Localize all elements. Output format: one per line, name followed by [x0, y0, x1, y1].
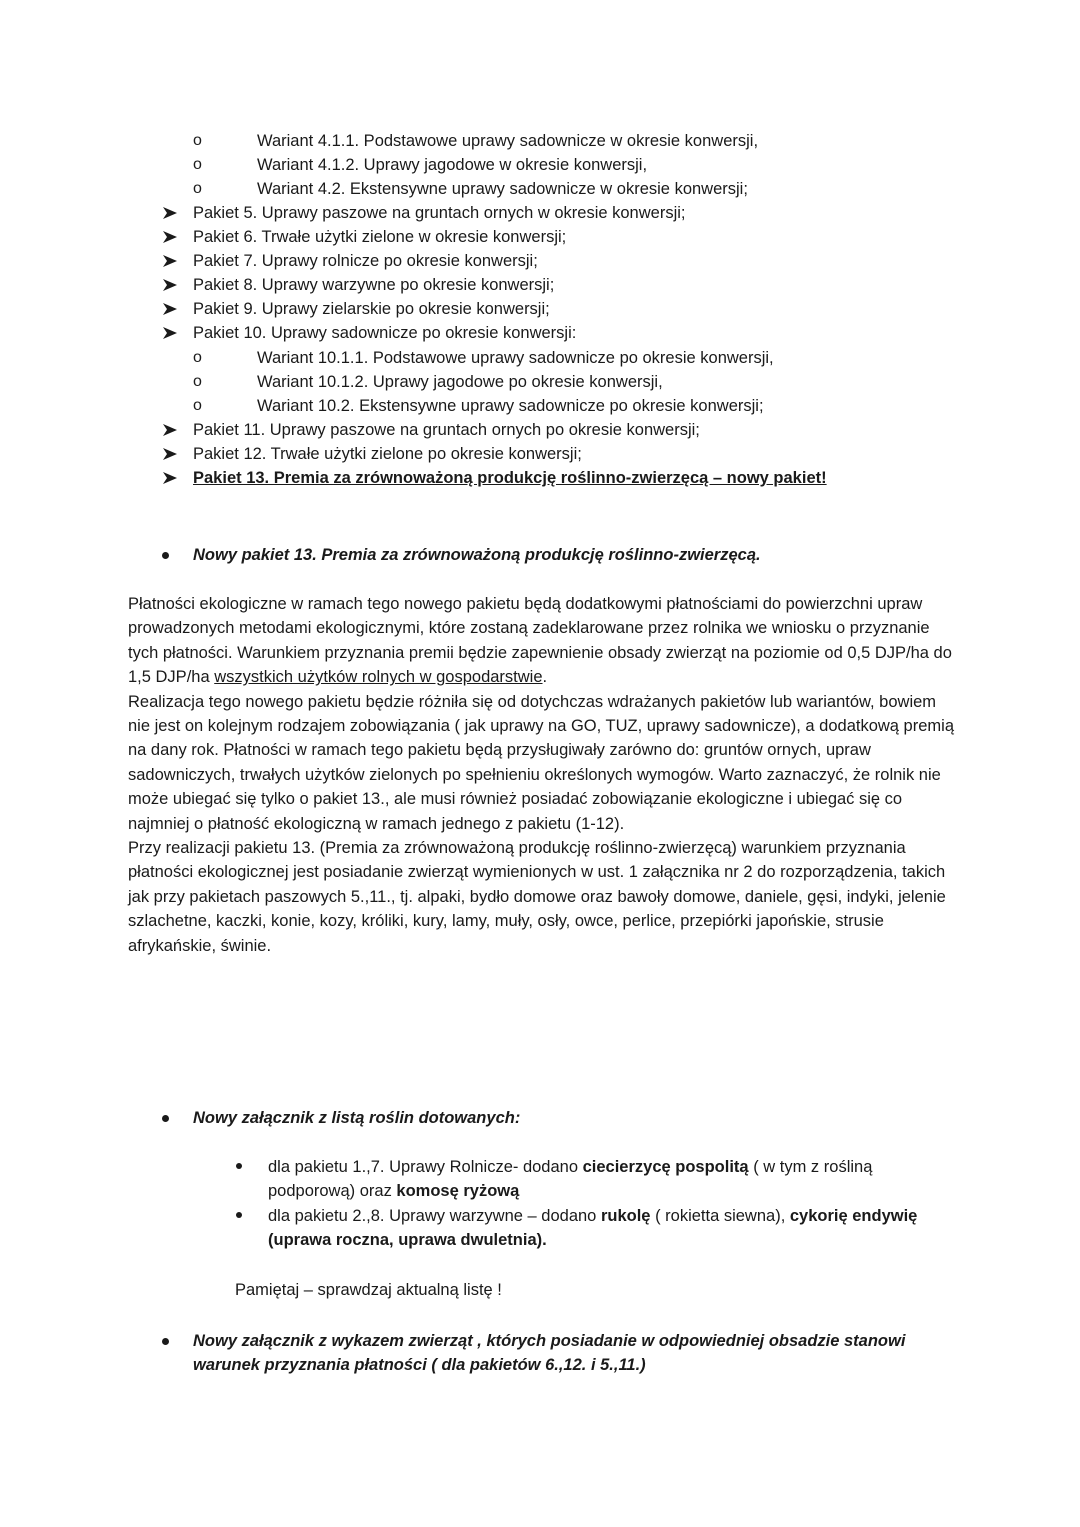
package-item: Pakiet 9. Uprawy zielarskie po okresie konwersji;	[193, 300, 550, 318]
arrow-bullet-icon	[162, 471, 178, 485]
plant-list-item: dla pakietu 2.,8. Uprawy warzywne – dodano rukolę ( rokietta siewna), cykorię endywię (uprawa roczna, uprawa dwuletnia).	[268, 1207, 918, 1250]
paragraph-premium-conditions: Płatności ekologiczne w ramach tego nowego pakietu będą dodatkowymi płatnościami do powierzchni upraw prowadzonych metodami ekologicznymi, które zostaną zadeklarowane przez rolnika we wniosku o przyznanie tych płatności. Warunkiem przyznania premii będzie zapewnienie obsady zwierząt na poziomie od 0,5 DJP/ha do 1,5 DJP/ha wszystkich użytków rolnych w gospodarstwie.	[128, 595, 952, 687]
variant-item: Wariant 10.1.2. Uprawy jagodowe po okresie konwersji,	[257, 373, 663, 391]
bullet-dot-icon	[236, 1163, 242, 1169]
arrow-bullet-icon	[162, 230, 178, 244]
bullet-dot-icon	[162, 1338, 169, 1345]
variant-item: Wariant 4.2. Ekstensywne uprawy sadownicze w okresie konwersji;	[257, 180, 748, 198]
arrow-bullet-icon	[162, 423, 178, 437]
plant-list-item: dla pakietu 1.,7. Uprawy Rolnicze- dodano ciecierzycę pospolitą ( w tym z rośliną podporową) oraz komosę ryżową	[268, 1158, 873, 1201]
paragraph-realization: Realizacja tego nowego pakietu będzie różniła się od dotychczas wdrażanych pakietów lub wariantów, bowiem nie jest on kolejnym rodzajem zobowiązania ( jak uprawy na GO, TUZ, uprawy sadownicze), a dodatkową premią na dany rok. Płatności w ramach tego pakietu będą przysługiwały zarówno do: gruntów ornych, upraw sadowniczych, trwałych użytków zielonych po spełnieniu określonych wymogów. Warto zaznaczyć, że rolnik nie może ubiegać się tylko o pakiet 13., ale musi również posiadać zobowiązanie ekologiczne i ubiegać się co najmniej o płatność ekologiczną w ramach jednego z pakietu (1-12).	[128, 692, 954, 833]
bullet-dot-icon	[162, 552, 169, 559]
bullet-dot-icon	[236, 1212, 242, 1218]
package-item: Pakiet 8. Uprawy warzywne po okresie konwersji;	[193, 276, 555, 294]
variant-marker: o	[193, 397, 202, 414]
variant-item: Wariant 10.2. Ekstensywne uprawy sadownicze po okresie konwersji;	[257, 397, 764, 415]
package-item: Pakiet 12. Trwałe użytki zielone po okresie konwersji;	[193, 445, 582, 463]
arrow-bullet-icon	[162, 447, 178, 461]
arrow-bullet-icon	[162, 302, 178, 316]
package-13-highlight: Pakiet 13. Premia za zrównoważoną produkcję roślinno-zwierzęcą – nowy pakiet!	[193, 469, 827, 487]
arrow-bullet-icon	[162, 278, 178, 292]
bullet-dot-icon	[162, 1115, 169, 1122]
package-item: Pakiet 10. Uprawy sadownicze po okresie konwersji:	[193, 324, 577, 342]
reminder-text: Pamiętaj – sprawdzaj aktualną listę !	[235, 1281, 502, 1299]
arrow-bullet-icon	[162, 254, 178, 268]
variant-item: Wariant 4.1.1. Podstawowe uprawy sadownicze w okresie konwersji,	[257, 132, 759, 150]
variant-marker: o	[193, 156, 202, 173]
paragraph-animals: Przy realizacji pakietu 13. (Premia za zrównoważoną produkcję roślinno-zwierzęcą) warunkiem przyznania płatności ekologicznej jest posiadanie zwierząt wymienionych w ust. 1 załącznika nr 2 do rozporządzenia, takich jak przy pakietach paszowych 5.,11., tj. alpaki, bydło domowe oraz bawoły domowe, daniele, gęsi, indyki, jelenie szlachetne, kaczki, konie, kozy, króliki, kury, lamy, muły, osły, owce, perlice, przepiórki japońskie, strusie afrykańskie, świnie.	[128, 839, 946, 955]
section-heading-animal-list: Nowy załącznik z wykazem zwierząt , których posiadanie w odpowiedniej obsadzie stanowi warunek przyznania płatności ( dla pakietów 6.,12. i 5.,11.)	[193, 1332, 906, 1375]
variant-item: Wariant 10.1.1. Podstawowe uprawy sadownicze po okresie konwersji,	[257, 349, 774, 367]
package-item: Pakiet 5. Uprawy paszowe na gruntach ornych w okresie konwersji;	[193, 204, 686, 222]
arrow-bullet-icon	[162, 326, 178, 340]
variant-marker: o	[193, 180, 202, 197]
package-item: Pakiet 7. Uprawy rolnicze po okresie konwersji;	[193, 252, 538, 270]
variant-marker: o	[193, 132, 202, 149]
package-item: Pakiet 6. Trwałe użytki zielone w okresie konwersji;	[193, 228, 567, 246]
section-heading-pakiet-13: Nowy pakiet 13. Premia za zrównoważoną produkcję roślinno-zwierzęcą.	[193, 546, 761, 564]
arrow-bullet-icon	[162, 206, 178, 220]
variant-marker: o	[193, 373, 202, 390]
section-heading-plant-list: Nowy załącznik z listą roślin dotowanych:	[193, 1109, 521, 1127]
variant-marker: o	[193, 349, 202, 366]
body-text	[128, 592, 958, 958]
package-item: Pakiet 11. Uprawy paszowe na gruntach ornych po okresie konwersji;	[193, 421, 700, 439]
variant-item: Wariant 4.1.2. Uprawy jagodowe w okresie konwersji,	[257, 156, 648, 174]
